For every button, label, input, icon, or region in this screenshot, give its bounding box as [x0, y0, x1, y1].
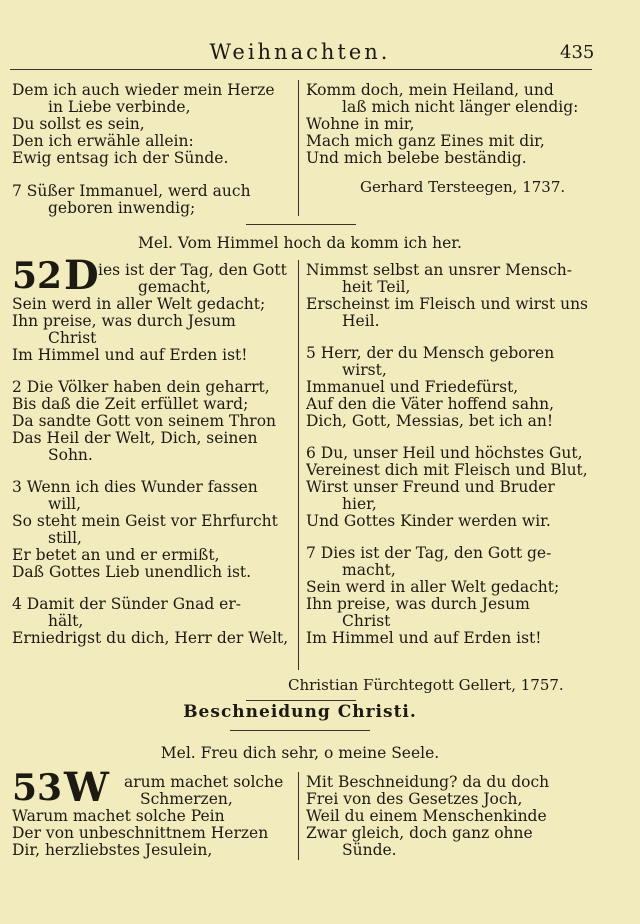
verse-line: ies ist der Tag, den Gott	[98, 262, 287, 279]
verse-line: Sein werd in aller Welt gedacht;	[306, 579, 560, 596]
drop-cap: W	[64, 764, 109, 811]
column-divider	[298, 260, 299, 670]
verse-line: Ihn preise, was durch Jesum	[306, 596, 530, 613]
verse-line: Sohn.	[48, 447, 93, 464]
verse-line: So steht mein Geist vor Ehrfurcht	[12, 513, 278, 530]
verse-line: still,	[48, 530, 82, 547]
page-title: Weihnachten.	[209, 40, 391, 64]
verse-line: Zwar gleich, doch ganz ohne	[306, 825, 533, 842]
hymn-number: 53	[12, 767, 63, 809]
verse-line: Heil.	[342, 313, 380, 330]
verse-line: Christ	[342, 613, 391, 630]
verse-line: Schmerzen,	[140, 791, 233, 808]
hymn-number: 52	[12, 255, 63, 297]
verse-line: laß mich nicht länger elendig:	[342, 99, 579, 116]
melody-line: Mel. Freu dich sehr, o meine Seele.	[160, 744, 440, 762]
verse-line: 6 Du, unser Heil und höchstes Gut,	[306, 445, 583, 462]
verse-line: Nimmst selbst an unsrer Mensch-	[306, 262, 573, 279]
verse-line: Der von unbeschnittnem Herzen	[12, 825, 269, 842]
verse-line: 3 Wenn ich dies Wunder fassen	[12, 479, 258, 496]
verse-line: Sein werd in aller Welt gedacht;	[12, 296, 266, 313]
verse-line: geboren inwendig;	[48, 200, 196, 217]
author-credit: Christian Fürchtegott Gellert, 1757.	[288, 676, 564, 694]
hymn53-right-column	[306, 774, 590, 859]
verse-line: Da sandte Gott von seinem Thron	[12, 413, 277, 430]
verse-line: Dir, herzliebstes Jesulein,	[12, 842, 213, 859]
verse-line: Auf den die Väter hoffend sahn,	[306, 396, 554, 413]
drop-cap: D	[64, 252, 99, 299]
verse-line: Warum machet solche Pein	[12, 808, 225, 825]
verse-line: Mach mich ganz Eines mit dir,	[306, 133, 545, 150]
verse-line: Den ich erwähle allein:	[12, 133, 194, 150]
verse-line: Wirst unser Freund und Bruder	[306, 479, 555, 496]
section-title: Beschneidung Christi.	[183, 702, 417, 722]
verse-line: heit Teil,	[342, 279, 411, 296]
divider-rule	[246, 224, 356, 225]
verse-line: Sünde.	[342, 842, 397, 859]
verse-line: Immanuel und Friedefürst,	[306, 379, 519, 396]
verse-line: Frei von des Gesetzes Joch,	[306, 791, 523, 808]
verse-line: 5 Herr, der du Mensch geboren	[306, 345, 555, 362]
verse-line: hält,	[48, 613, 84, 630]
verse-line: Du sollst es sein,	[12, 116, 145, 133]
verse-line: Im Himmel und auf Erden ist!	[12, 347, 248, 364]
verse-line: Mit Beschneidung? da du doch	[306, 774, 550, 791]
hymn52-left-column	[12, 262, 292, 647]
verse-line: macht,	[342, 562, 396, 579]
verse-line: Ewig entsag ich der Sünde.	[12, 150, 229, 167]
author-credit: Gerhard Tersteegen, 1737.	[360, 178, 566, 196]
verse-line: Dem ich auch wieder mein Herze	[12, 82, 275, 99]
column-divider	[298, 772, 299, 860]
page-number: 435	[560, 42, 595, 63]
hymn52-right-column	[306, 262, 590, 647]
verse-line: 7 Dies ist der Tag, den Gott ge-	[306, 545, 552, 562]
verse-line: 4 Damit der Sünder Gnad er-	[12, 596, 241, 613]
verse-line: Und Gottes Kinder werden wir.	[306, 513, 551, 530]
verse-line: Dich, Gott, Messias, bet ich an!	[306, 413, 554, 430]
top-right-column	[306, 82, 590, 167]
verse-line: Vereinest dich mit Fleisch und Blut,	[306, 462, 588, 479]
verse-line: Bis daß die Zeit erfüllet ward;	[12, 396, 249, 413]
verse-line: Erniedrigst du dich, Herr der Welt,	[12, 630, 289, 647]
verse-line: Das Heil der Welt, Dich, seinen	[12, 430, 258, 447]
verse-line: Erscheinst im Fleisch und wirst uns	[306, 296, 589, 313]
verse-line: gemacht,	[138, 279, 211, 296]
hymn53-left-column	[12, 774, 292, 859]
top-left-column	[12, 82, 292, 217]
verse-line: arum machet solche	[124, 774, 284, 791]
verse-line: Weil du einem Menschenkinde	[306, 808, 547, 825]
verse-line: hier,	[342, 496, 377, 513]
column-divider	[298, 80, 299, 216]
verse-line: Und mich belebe beständig.	[306, 150, 527, 167]
verse-line: Daß Gottes Lieb unendlich ist.	[12, 564, 252, 581]
verse-line: Komm doch, mein Heiland, und	[306, 82, 554, 99]
melody-line: Mel. Vom Himmel hoch da komm ich her.	[138, 234, 462, 252]
verse-line: Ihn preise, was durch Jesum	[12, 313, 236, 330]
verse-line: in Liebe verbinde,	[48, 99, 191, 116]
header-rule	[10, 69, 592, 70]
verse-line: 7 Süßer Immanuel, werd auch	[12, 183, 251, 200]
verse-line: will,	[48, 496, 82, 513]
verse-line: Im Himmel und auf Erden ist!	[306, 630, 542, 647]
divider-rule	[230, 730, 370, 731]
verse-line: Er betet an und er ermißt,	[12, 547, 220, 564]
verse-line: Wohne in mir,	[306, 116, 415, 133]
verse-line: wirst,	[342, 362, 387, 379]
verse-line: Christ	[48, 330, 97, 347]
divider-rule	[246, 700, 356, 701]
verse-line: 2 Die Völker haben dein geharrt,	[12, 379, 270, 396]
